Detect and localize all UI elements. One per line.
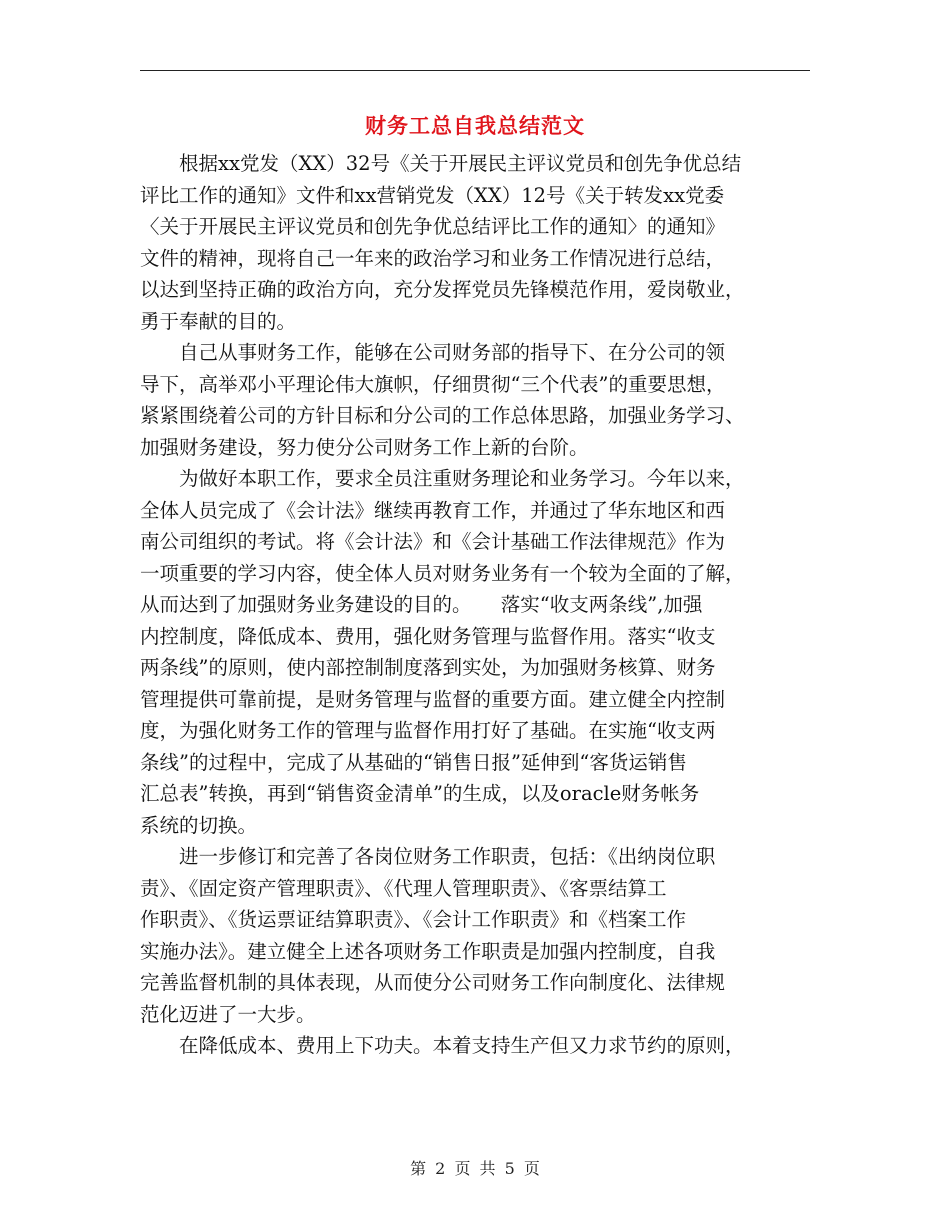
text-line: 根据xx党发（XX）32号《关于开展民主评议党员和创先争优总结 bbox=[140, 152, 742, 175]
text-line: 紧紧围绕着公司的方针目标和分公司的工作总体思路，加强业务学习、 bbox=[140, 404, 745, 427]
page-footer: 第 2 页 共 5 页 bbox=[410, 1159, 540, 1178]
text-line: 导下，高举邓小平理论伟大旗帜，仔细贯彻“三个代表”的重要思想， bbox=[140, 372, 726, 396]
text-line: 全体人员完成了《会计法》继续再教育工作，并通过了华东地区和西 bbox=[140, 498, 726, 522]
text-line: 管理提供可靠前提，是财务管理与监督的重要方面。建立健全内控制 bbox=[140, 687, 726, 711]
text-line: 从而达到了加强财务业务建设的目的。 落实“收支两条线”,加强 bbox=[140, 593, 703, 616]
text-line: 汇总表”转换，再到“销售资金清单”的生成，以及oracle财务帐务 bbox=[140, 782, 700, 805]
text-line: 一项重要的学习内容，使全体人员对财务业务有一个较为全面的了解， bbox=[140, 561, 745, 585]
paragraph bbox=[140, 1030, 810, 1062]
text-line: 文件的精神，现将自己一年来的政治学习和业务工作情况进行总结， bbox=[140, 246, 726, 270]
text-line: 作职责》、《货运票证结算职责》、《会计工作职责》和《档案工作 bbox=[140, 908, 687, 931]
document-body bbox=[140, 148, 810, 1062]
text-line: 实施办法》。建立健全上述各项财务工作职责是加强内控制度，自我 bbox=[140, 939, 716, 963]
text-line: 评比工作的通知》文件和xx营销党发（XX）12号《关于转发xx党委 bbox=[140, 183, 725, 207]
text-line: 责》、《固定资产管理职责》、《代理人管理职责》、《客票结算工 bbox=[140, 876, 667, 900]
text-line: 南公司组织的考试。将《会计法》和《会计基础工作法律规范》作为 bbox=[140, 530, 726, 553]
text-line: 完善监督机制的具体表现，从而使分公司财务工作向制度化、法律规 bbox=[140, 971, 726, 994]
text-line: 两条线”的原则，使内部控制制度落到实处，为加强财务核算、财务 bbox=[140, 656, 716, 679]
text-line: 加强财务建设，努力使分公司财务工作上新的台阶。 bbox=[140, 435, 589, 459]
text-line: 进一步修订和完善了各岗位财务工作职责，包括：《出纳岗位职 bbox=[140, 845, 716, 868]
text-line: 度，为强化财务工作的管理与监督作用打好了基础。在实施“收支两 bbox=[140, 719, 716, 742]
text-line: 系统的切换。 bbox=[140, 813, 258, 837]
paragraph bbox=[140, 337, 810, 463]
document-title: 财务工总自我总结范文 bbox=[365, 113, 585, 138]
text-line: 在降低成本、费用上下功夫。本着支持生产但又力求节约的原则， bbox=[140, 1034, 745, 1057]
text-line: 内控制度，降低成本、费用，强化财务管理与监督作用。落实“收支 bbox=[140, 624, 716, 648]
paragraph bbox=[140, 841, 810, 1030]
text-line: 条线”的过程中，完成了从基础的“销售日报”延伸到“客货运销售 bbox=[140, 750, 687, 774]
paragraph bbox=[140, 463, 810, 841]
paragraph bbox=[140, 148, 810, 337]
text-line: 勇于奉献的目的。 bbox=[140, 309, 297, 333]
text-line: 以达到坚持正确的政治方向，充分发挥党员先锋模范作用，爱岗敬业， bbox=[140, 278, 745, 301]
text-line: 范化迈进了一大步。 bbox=[140, 1002, 316, 1026]
text-line: 为做好本职工作，要求全员注重财务理论和业务学习。今年以来， bbox=[140, 467, 745, 490]
text-line: 〈关于开展民主评议党员和创先争优总结评比工作的通知〉的通知》 bbox=[140, 215, 726, 238]
text-line: 自己从事财务工作，能够在公司财务部的指导下、在分公司的领 bbox=[140, 341, 726, 364]
header-rule bbox=[140, 70, 810, 71]
